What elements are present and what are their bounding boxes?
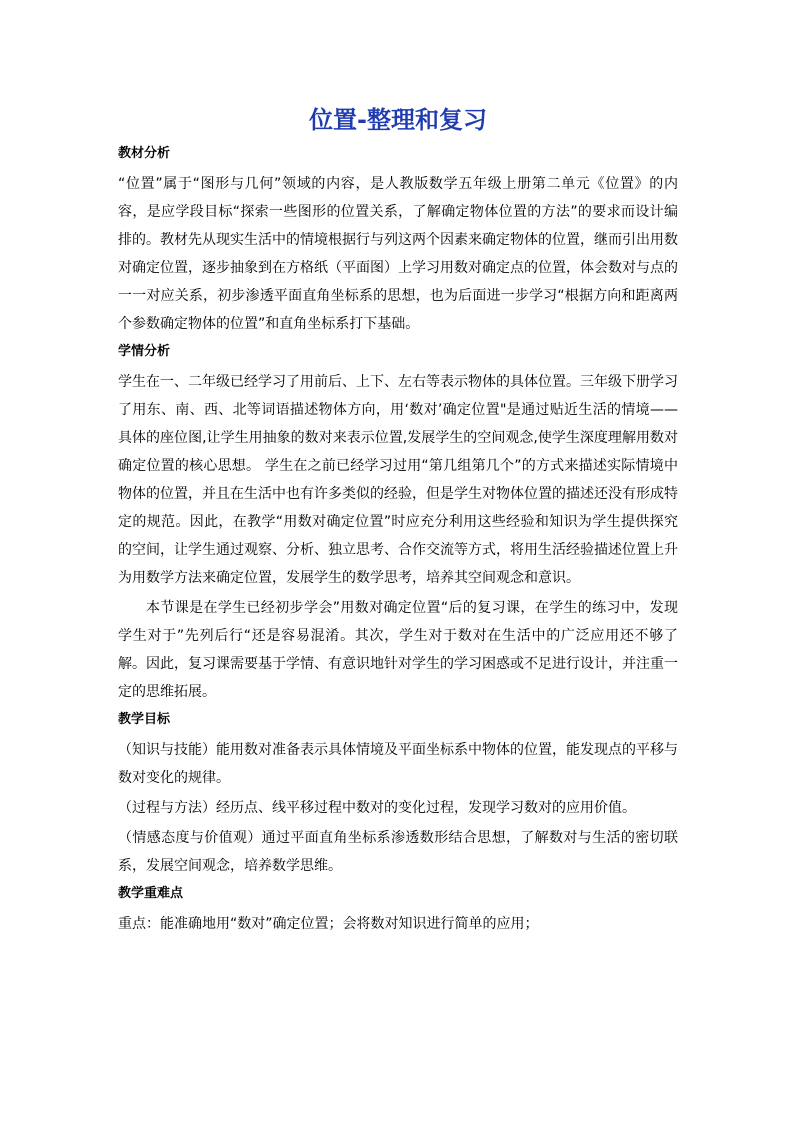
section-heading: 教学重难点 [118,886,184,901]
paragraph: 学生在一、二年级已经学习了用前后、上下、左右等表示物体的具体位置。三年级下册学习了用东、南、西、北等词语描述物体方向，用‘数对’确定位置"是通过贴近生活的情境——具体的座位图,让学生用抽象的数对来表示位置,发展学生的空间观念,使学生深度理解用数对确定位置的核心思想。 学生在之前已经学习过用“第几组第几个”的方式来描述实际情境中物体的位置，并且在生活中也有许多类似的经验，但是学生对物体位置的描述还没有形成特定的规范。因此，在教学“用数对确定位置”时应充分利用这些经验和知识为学生提供探究的空间，让学生通过观察、分析、独立思考、合作交流等方式，将用生活经验描述位置上升为用数学方法来确定位置，发展学生的数学思考，培养其空间观念和意识。 [118,374,678,586]
section-student-analysis [118,340,678,706]
document-page [118,96,678,940]
paragraph: （知识与技能）能用数对准备表示具体情境及平面坐标系中物体的位置，能发现点的平移与数对变化的规律。 [118,742,678,786]
paragraph: “位置”属于“图形与几何”领域的内容，是人教版数学五年级上册第二单元《位置》的内容，是应学段目标“探索一些图形的位置关系，了解确定物体位置的方法”的要求而设计编排的。教材先从现实生活中的情境根据行与列这两个因素来确定物体的位置，继而引出用数对确定位置，逐步抽象到在方格纸（平面图）上学习用数对确定点的位置，体会数对与点的一一对应关系，初步渗透平面直角坐标系的思想，也为后面进一步学习“根据方向和距离两个参数确定物体的位置”和直角坐标系打下基础。 [118,176,678,332]
section-textbook-analysis [118,142,678,338]
paragraph: （过程与方法）经历点、线平移过程中数对的变化过程，发现学习数对的应用价值。 [118,800,636,816]
section-heading: 学情分析 [118,344,171,359]
section-heading: 教学目标 [118,712,171,727]
section-heading: 教材分析 [118,146,171,161]
document-title: 位置-整理和复习 [309,106,487,134]
section-key-difficult-points [118,882,678,938]
paragraph: （情感态度与价值观）通过平面直角坐标系渗透数形结合思想，了解数对与生活的密切联系，发展空间观念，培养数学思维。 [118,830,678,874]
paragraph: 本节课是在学生已经初步学会”用数对确定位置“后的复习课，在学生的练习中，发现学生对于”先列后行“还是容易混淆。其次，学生对于数对在生活中的广泛应用还不够了解。因此，复习课需要基于学情、有意识地针对学生的学习困惑或不足进行设计，并注重一定的思维拓展。 [118,600,678,700]
section-teaching-objectives [118,708,678,880]
paragraph: 重点：能准确地用“数对”确定位置；会将数对知识进行简单的应用； [118,916,539,932]
